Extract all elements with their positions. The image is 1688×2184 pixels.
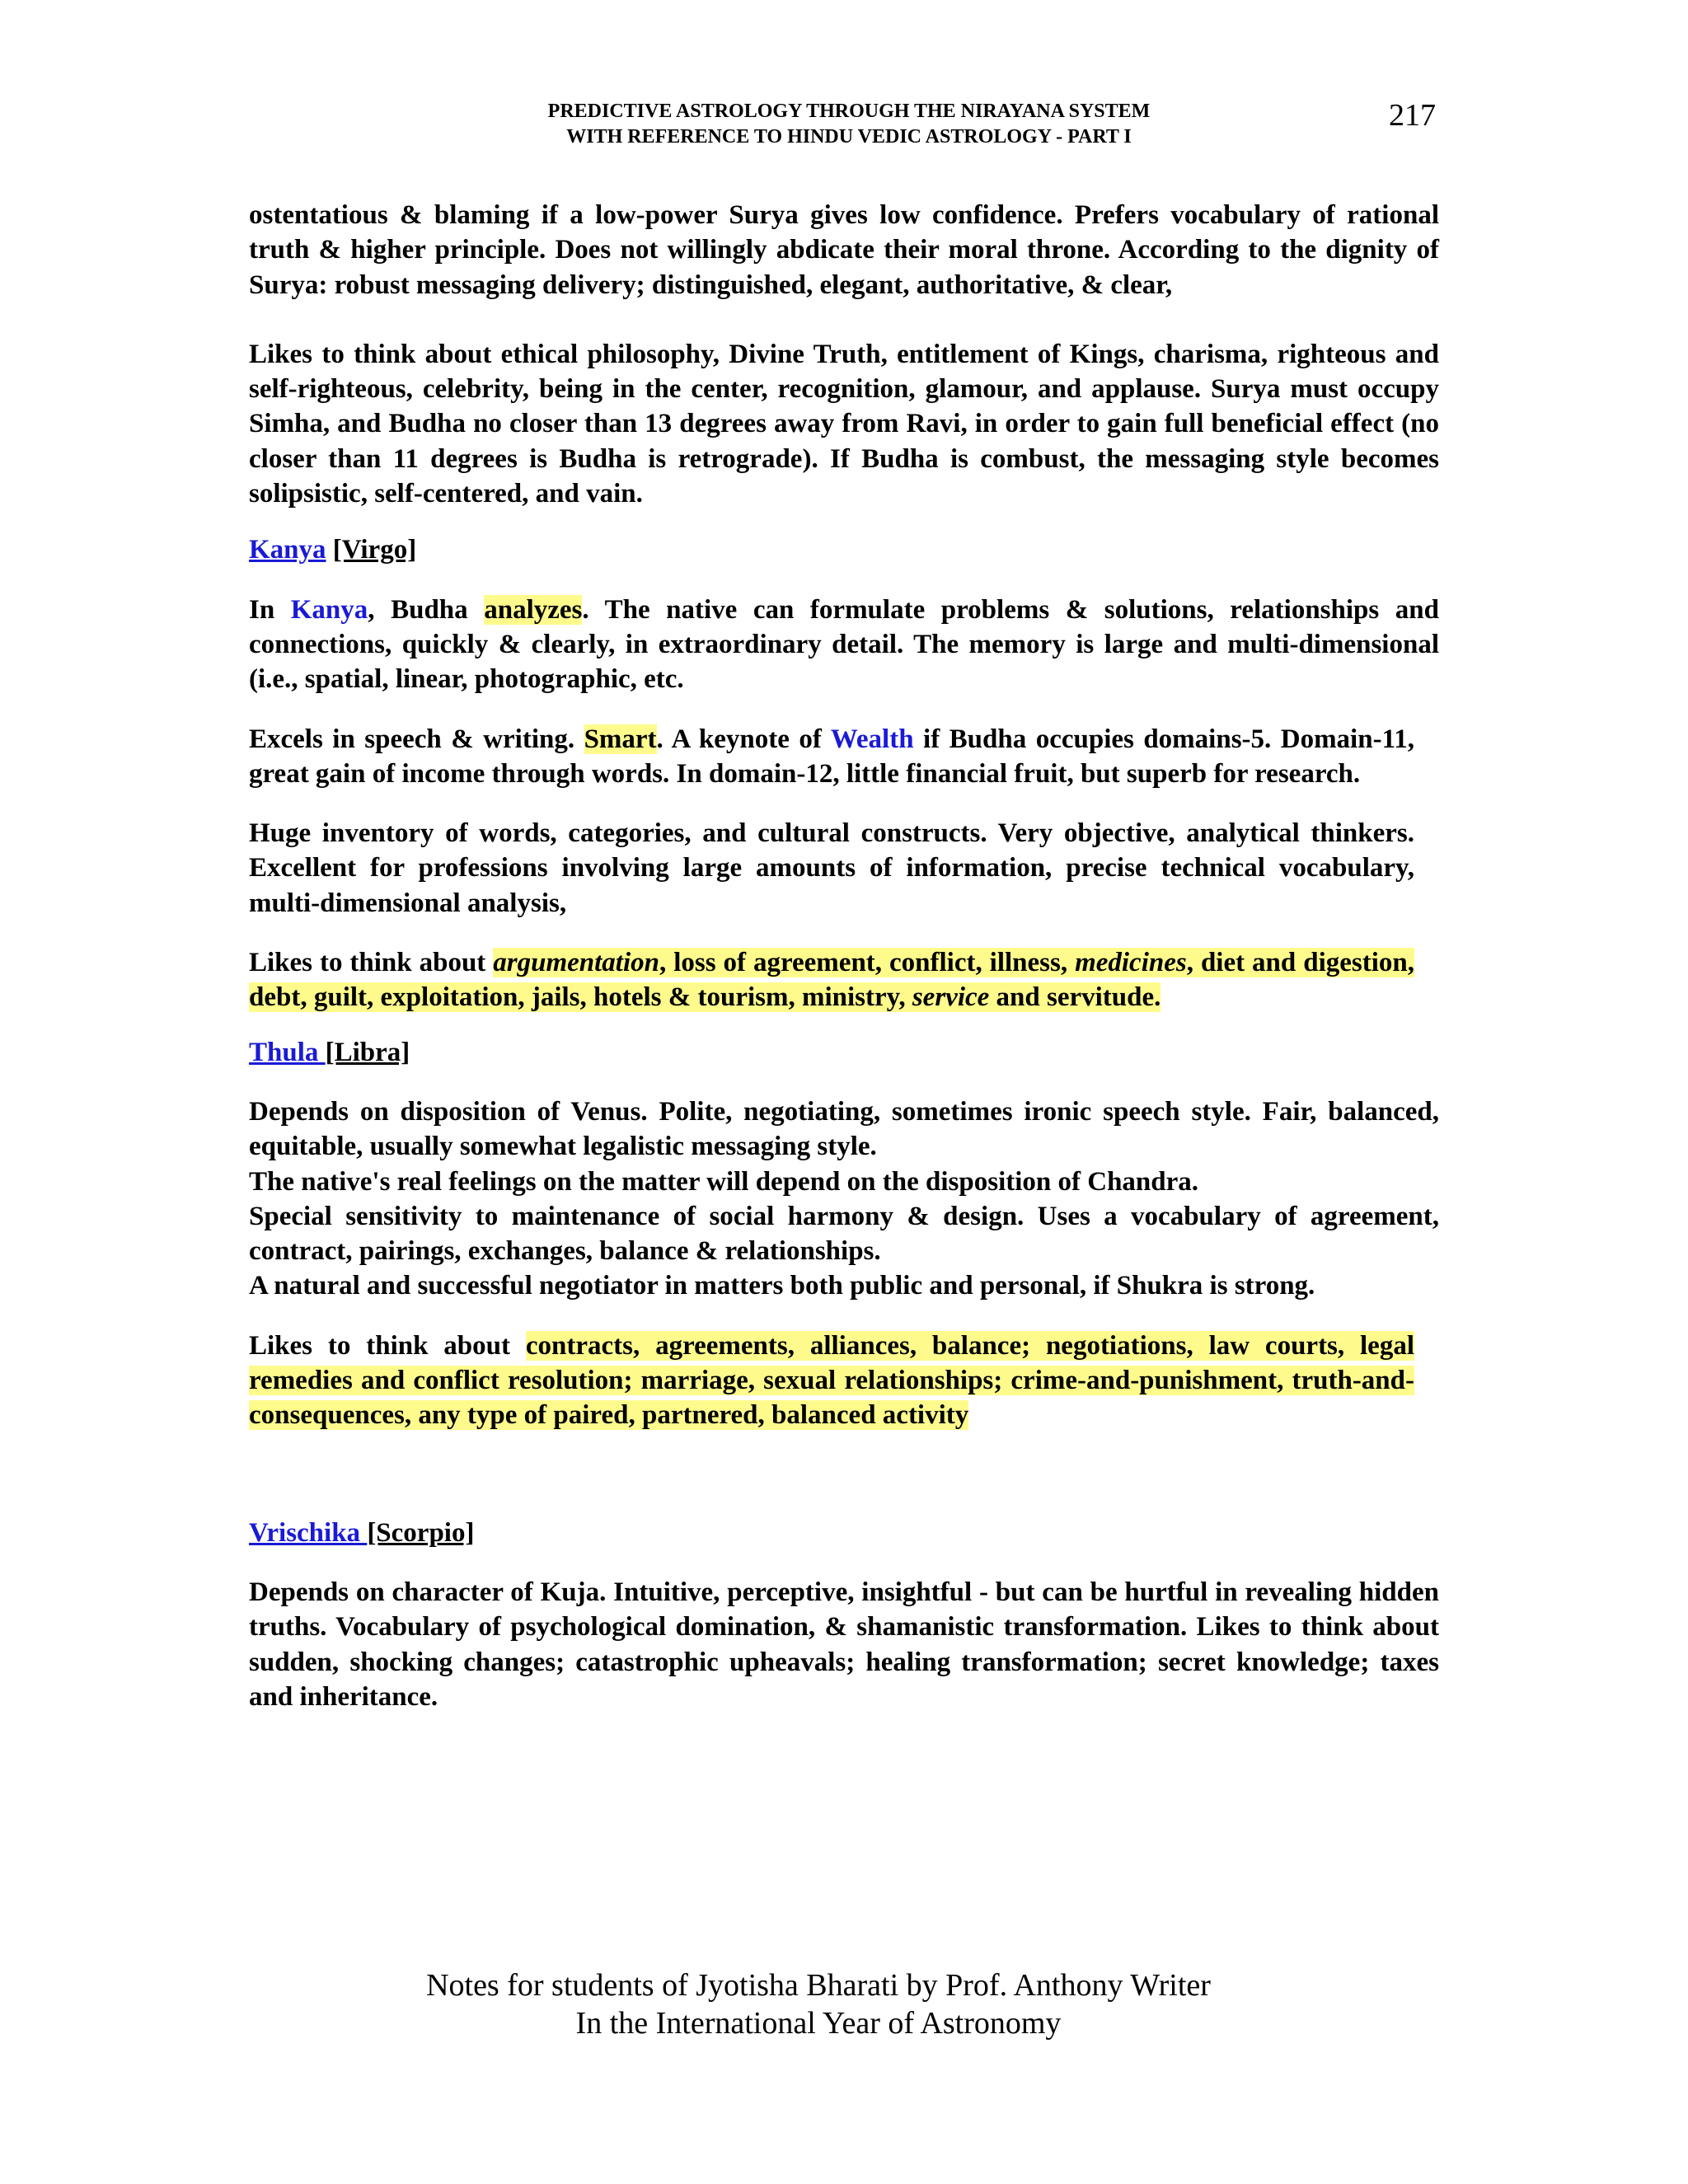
text-run: Excels in speech & writing. xyxy=(249,724,584,754)
thula-line-4: A natural and successful negotiator in matters both public and personal, if Shukra is strong. xyxy=(249,1271,1315,1301)
page-number: 217 xyxy=(1389,98,1436,133)
text-run: In xyxy=(249,594,291,625)
footer-line-1: Notes for students of Jyotisha Bharati by Prof. Anthony Writer xyxy=(426,1968,1211,2003)
text-run: Likes to think about xyxy=(249,948,494,978)
running-header xyxy=(247,99,1451,150)
thula-line-2: The native's real feelings on the matter will depend on the disposition of Chandra. xyxy=(249,1166,1199,1197)
text-run: , loss of agreement, conflict, illness, xyxy=(659,948,1076,978)
section-heading-vrischika xyxy=(249,1516,1439,1550)
kanya-heading-tag: [Virgo] xyxy=(332,535,417,565)
thula-description xyxy=(249,1094,1439,1304)
highlight-thula-likes: contracts, agreements, alliances, balance; negotiations, law courts, legal remedies and conflict resolution; marriage, sexual relationships; crime-and-punishment, truth-and-consequences, any type of paired, partnered, balanced activity xyxy=(249,1330,1414,1431)
highlight-smart: Smart xyxy=(584,724,657,754)
text-run: , Budha xyxy=(368,594,485,625)
paragraph-thula-likes xyxy=(249,1329,1414,1433)
header-line-2: WITH REFERENCE TO HINDU VEDIC ASTROLOGY - PART I xyxy=(566,126,1132,148)
text-run: . A keynote of xyxy=(656,724,831,754)
text-run: Likes to think about xyxy=(249,1330,526,1361)
paragraph-vrischika: Depends on character of Kuja. Intuitive, perceptive, insightful - but can be hurtful in revealing hidden truths. Vocabulary of psychological domination, & shamanistic transformation. Likes to think about sudden, shocking changes; catastrophic upheavals; healing transformation; secret knowledge; taxes and inheritance. xyxy=(249,1577,1439,1712)
page-body xyxy=(249,198,1439,1714)
highlight-analyzes: analyzes xyxy=(484,594,583,625)
text-run: . The native can formulate problems & solutions, relationships and connections, quickly & clearly, in extraordinary detail. The memory is large and multi-dimensional (i.e., spatial, linear, photographic, etc. xyxy=(249,594,1439,695)
section-heading-thula xyxy=(249,1035,1439,1070)
thula-line-3: Special sensitivity to maintenance of social harmony & design. Uses a vocabulary of agreement, contract, pairings, exchanges, balance & relationships. xyxy=(249,1201,1439,1267)
paragraph-surya-likes: Likes to think about ethical philosophy, Divine Truth, entitlement of Kings, charisma, righteous and self-righteous, celebrity, being in the center, recognition, glamour, and applause. Surya must occupy Simha, and Budha no closer than 13 degrees away from Ravi, in order to gain full beneficial effect (no closer than 11 degrees is Budha is retrograde). If Budha is combust, the messaging style becomes solipsistic, self-centered, and vain. xyxy=(249,339,1439,509)
header-line-1: PREDICTIVE ASTROLOGY THROUGH THE NIRAYANA SYSTEM xyxy=(547,101,1151,122)
vrischika-link[interactable]: Vrischika xyxy=(249,1517,368,1548)
text-run: , diet and digestion, debt, guilt, exploitation, jails, hotels & tourism, ministry, xyxy=(249,948,1414,1013)
page-footer xyxy=(247,1966,1390,2042)
paragraph-kanya-analyzes xyxy=(249,593,1439,697)
vrischika-heading-tag: [Scorpio] xyxy=(367,1517,475,1548)
footer-line-2: In the International Year of Astronomy xyxy=(575,2006,1062,2041)
kanya-term: Kanya xyxy=(290,594,368,625)
text-run: if Budha occupies domains-5. Domain-11, great gain of income through words. In domain-12, little financial fruit, but superb for research. xyxy=(249,724,1414,789)
section-heading-kanya xyxy=(249,532,1439,567)
text-run: and servitude. xyxy=(989,982,1161,1013)
italic-run: service xyxy=(912,982,990,1013)
paragraph-kanya-speech xyxy=(249,722,1414,792)
paragraph-surya-style: ostentatious & blaming if a low-power Surya gives low confidence. Prefers vocabulary of rational truth & higher principle. Does not willingly abdicate their moral throne. According to the dignity of Surya: robust messaging delivery; distinguished, elegant, authoritative, & clear, xyxy=(249,200,1439,300)
thula-heading-tag: [Libra] xyxy=(325,1037,410,1067)
thula-line-1: Depends on disposition of Venus. Polite, negotiating, sometimes ironic speech style. Fair, balanced, equitable, usually somewhat legalistic messaging style. xyxy=(249,1096,1439,1162)
wealth-term: Wealth xyxy=(830,724,914,754)
thula-link[interactable]: Thula xyxy=(249,1037,326,1067)
paragraph-kanya-vocabulary: Huge inventory of words, categories, and cultural constructs. Very objective, analytical thinkers. Excellent for professions involving large amounts of information, precise technical vocabulary, multi-dimensional analysis, xyxy=(249,818,1414,918)
italic-run: argumentation xyxy=(493,948,659,978)
paragraph-kanya-likes xyxy=(249,945,1414,1015)
italic-run: medicines xyxy=(1075,948,1187,978)
kanya-link[interactable]: Kanya xyxy=(249,535,326,565)
